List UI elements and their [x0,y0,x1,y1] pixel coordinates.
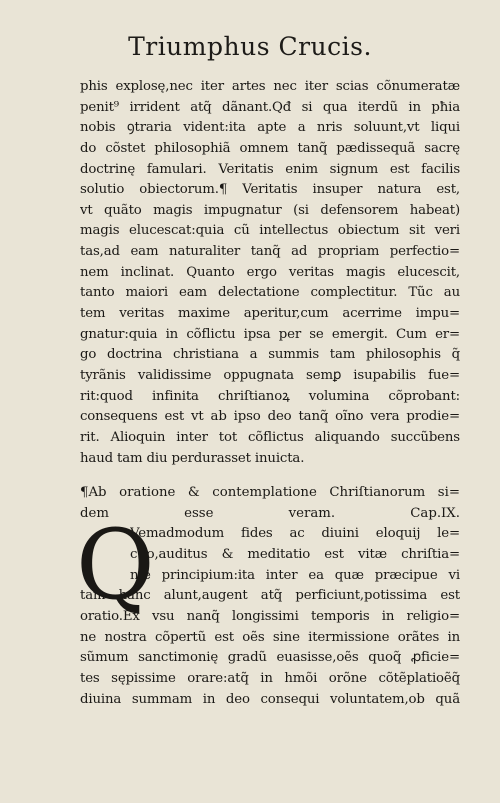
drop-cap-initial: Q [76,509,155,622]
text-line: gnatur:quia in cõflictu ipsa per se emergit. Cum er= [80,326,460,342]
text-line: do cõstet philosophiã omnem tanq̃ pædissequã sacrę [80,140,460,156]
text-line: sũmum sanctimonię gradũ euasisse,oẽs quoq̃ ꝓficie= [80,650,460,666]
text-line: go doctrina christiana a summis tam philosophis q̃ [80,347,460,363]
text-line: tam hanc alunt,augent atq̃ perficiunt,potissima est [80,588,460,604]
text-line: oratio.Ex vsu nanq̃ longissimi temporis in religio= [80,609,460,625]
text-line: næ principium:ita inter ea quæ præcipue vi [130,567,460,583]
text-line: tyrãnis validissime oppugnata semꝑ isupabilis fue= [80,367,460,383]
text-line: tem veritas maxime aperitur,cum acerrime impu= [80,306,460,322]
text-line: dem esse veram. Cap.IX. [80,505,460,521]
paragraph-gap [80,469,460,483]
text-block [76,77,460,710]
text-line: solutio obiectorum.¶ Veritatis insuper natura est, [80,182,460,198]
text-line: tes sępissime orare:atq̃ in hmõi orõne cõtẽplatioẽq̃ [80,670,460,686]
text-line: nem inclinat. Quanto ergo veritas magis elucescit, [80,264,460,280]
text-line: nobis ꝯtraria vident:ita apte a nris soluunt,vt liqui [80,120,460,136]
text-line: penit⁹ irrident atq̃ dãnant.Qđ si qua iterdũ in pħia [80,99,460,115]
text-line: vt quãto magis impugnatur (si defensorem habeat) [80,202,460,218]
text-line: ne nostra cõpertũ est oẽs sine itermissione orãtes in [80,629,460,645]
text-line: diuina summam in deo consequi voluntatem,ob quã [80,691,460,707]
paragraph-1 [80,77,460,469]
text-line: magis elucescat:quia cũ intellectus obiectum sit veri [80,223,460,239]
text-line: Vemadmodum fides ac diuini eloquij le= [130,526,460,542]
text-line: haud tam diu perdurasset inuicta. [80,450,305,466]
text-line: consequens est vt ab ipso deo tanq̃ oĩno vera prodie= [80,409,460,425]
text-line: rit. Alioquin inter tot cõflictus aliquando succũbens [80,429,460,445]
text-line: rit:quod infinita chriſtianoꝝ volumina cõprobant: [80,388,460,404]
text-line: ¶Ab oratione & contemplatione Chriſtianorum si= [80,485,460,501]
text-line: tas,ad eam naturaliter tanq̃ ad propriam perfectio= [80,244,460,260]
text-line: ctio,auditus & meditatio est vitæ chriſtia= [130,547,460,563]
text-line: tanto maiori eam delectatione complectitur. Tũc au [80,285,460,301]
text-line: phis explosę,nec iter artes nec iter scias cõnumeratæ [80,79,460,94]
text-line: doctrinę famulari. Veritatis enim signum est facilis [80,161,460,177]
running-head: Triumphus Crucis. [128,32,372,61]
